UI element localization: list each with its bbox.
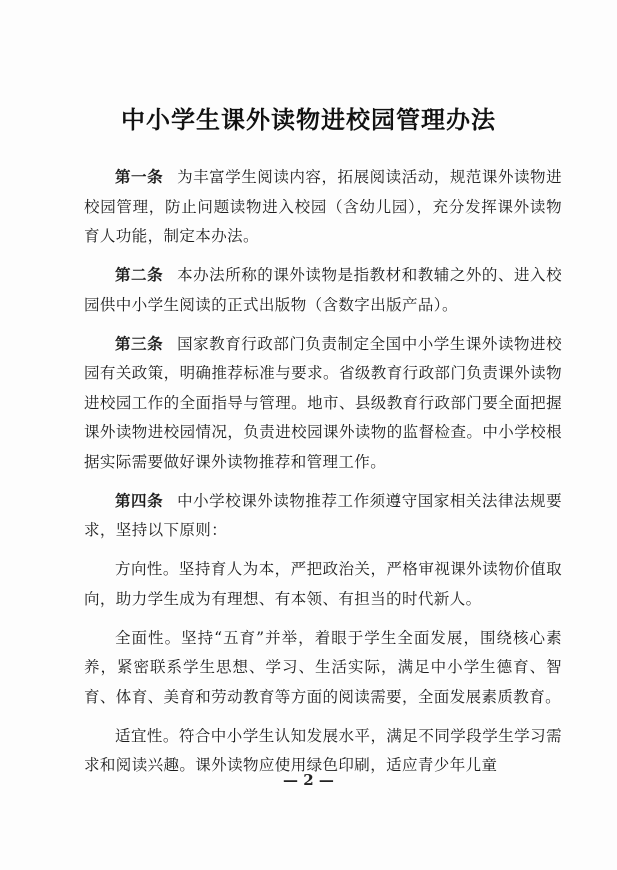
article-heading: 第二条 — [115, 266, 164, 284]
article-4-paragraph — [84, 487, 562, 546]
article-text: 为丰富学生阅读内容，拓展阅读活动，规范课外读物进校园管理，防止问题读物进入校园（含幼儿园），充分发挥课外读物育人功能，制定本办法。 — [84, 168, 562, 245]
principle-comprehensive-paragraph — [84, 624, 562, 713]
principle-text: 方向性。坚持育人为本，严把政治关，严格审视课外读物价值取向，助力学生成为有理想、有本领、有担当的时代新人。 — [84, 560, 562, 608]
principle-direction-paragraph — [84, 555, 562, 614]
article-text: 国家教育行政部门负责制定全国中小学生课外读物进校园有关政策，明确推荐标准与要求。省级教育行政部门负责课外读物进校园工作的全面指导与管理。地市、县级教育行政部门要全面把握课外读物进校园情况，负责进校园课外读物的监督检查。中小学校根据实际需要做好课外读物推荐和管理工作。 — [84, 334, 562, 471]
principle-text: 适宜性。符合中小学生认知发展水平，满足不同学段学生学习需求和阅读兴趣。课外读物应使用绿色印刷，适应青少年儿童 — [84, 726, 562, 774]
article-heading: 第三条 — [115, 334, 164, 353]
principle-text: 全面性。坚持“五育”并举，着眼于学生全面发展，围绕核心素养，紧密联系学生思想、学习、生活实际，满足中小学生德育、智育、体育、美育和劳动教育等方面的阅读需要，全面发展素质教育。 — [84, 628, 562, 706]
article-text: 中小学校课外读物推荐工作须遵守国家相关法律法规要求，坚持以下原则： — [84, 491, 562, 539]
article-heading: 第四条 — [115, 491, 164, 510]
article-2-paragraph — [84, 261, 562, 320]
article-heading: 第一条 — [115, 168, 164, 186]
document-title: 中小学生课外读物进校园管理办法 — [121, 105, 496, 134]
article-text: 本办法所称的课外读物是指教材和教辅之外的、进入校园供中小学生阅读的正式出版物（含数字出版产品）。 — [84, 266, 562, 314]
article-1-paragraph — [84, 163, 562, 252]
page-number: — 2 — — [283, 771, 334, 789]
article-3-paragraph — [84, 330, 562, 478]
document-body — [84, 163, 562, 790]
